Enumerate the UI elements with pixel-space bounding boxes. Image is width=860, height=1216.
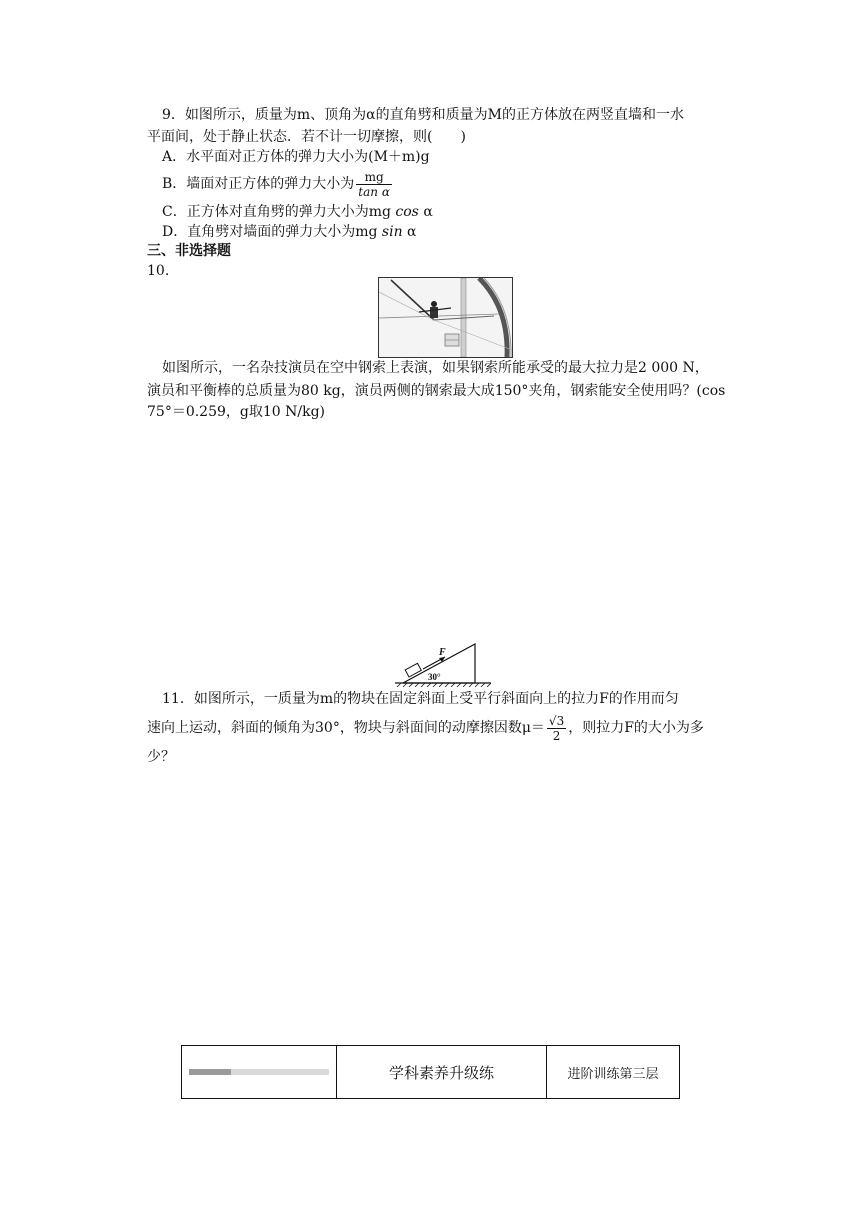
footer-banner [181,1045,680,1099]
q11-line1: 11．如图所示，一质量为m的物块在固定斜面上受平行斜面向上的拉力F的作用而匀 [162,691,679,707]
q10-line3: 75°＝0.259，g取10 N/kg) [147,404,325,420]
q9-option-c-suffix: α [418,204,433,220]
q9-option-d-fn: sin [381,224,403,240]
progress-bar [189,1069,329,1075]
q11-line2-text: 速向上运动，斜面的倾角为30°，物块与斜面间的动摩擦因数μ＝ [147,720,545,736]
mu-denominator: 2 [552,728,561,743]
footer-subtitle: 进阶训练第三层 [567,1066,659,1082]
q9-option-b [162,168,394,200]
progress-fill [189,1069,231,1075]
q9-line1: 9．如图所示，质量为m、顶角为α的直角劈和质量为M的正方体放在两竖直墙和一水 [162,107,684,123]
force-label: F [439,647,446,658]
q9-option-c-text: C．正方体对直角劈的弹力大小为mg [162,204,396,220]
q9-option-b-numerator: mg [356,170,392,185]
q11-line2-suffix: ，则拉力F的大小为多 [568,720,704,736]
footer-progress-cell [182,1046,337,1098]
mu-fraction [547,714,566,743]
q10-line1: 如图所示，一名杂技演员在空中钢索上表演，如果钢索所能承受的最大拉力是2 000 N， [162,360,709,376]
incline-diagram [395,643,491,687]
incline-figure [395,643,491,687]
q11-line3: 少？ [147,749,175,765]
q9-option-d [162,222,417,242]
q11-line2 [147,710,704,746]
q9-option-b-text: B．墙面对正方体的弹力大小为 [162,176,355,192]
q9-option-d-text: D．直角劈对墙面的弹力大小为mg [162,224,382,240]
q9-option-a: A．水平面对正方体的弹力大小为(M＋m)g [162,149,430,165]
q10-number: 10. [147,263,170,279]
section-heading: 三、非选择题 [147,243,231,259]
tightrope-illustration [379,278,512,357]
q9-option-c [162,202,433,222]
q9-option-d-suffix: α [402,224,417,240]
q9-option-b-denominator: tan α [358,184,390,199]
q10-line2: 演员和平衡棒的总质量为80 kg，演员两侧的钢索最大成150°夹角，钢索能安全使用吗？(cos [147,383,726,399]
angle-label: 30° [428,672,441,682]
q9-line2: 平面间，处于静止状态．若不计一切摩擦，则( ) [147,129,466,145]
mu-numerator: √3 [548,713,565,728]
tightrope-photo [378,277,513,358]
q9-option-b-fraction [356,170,392,199]
q9-option-c-fn: cos [395,204,419,220]
footer-title: 学科素养升级练 [337,1046,547,1098]
